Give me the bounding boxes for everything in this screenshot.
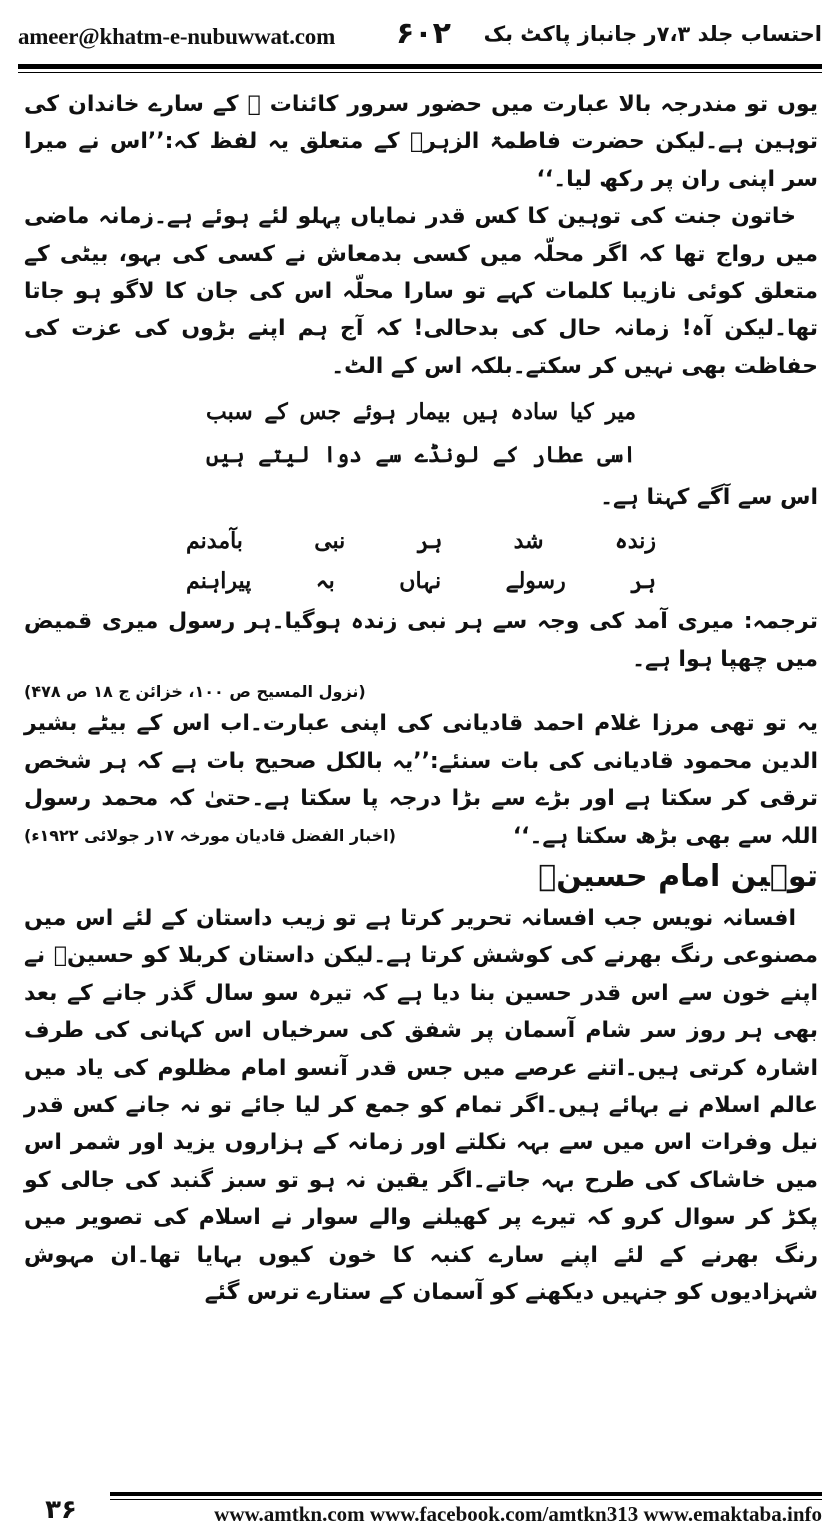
persian-word: شد	[513, 528, 544, 555]
paragraph-1: یوں تو مندرجہ بالا عبارت میں حضور سرور کائنات ﷺ کے سارے خاندان کی توہین ہے۔لیکن حضرت فاطمۃ الزہرؓ کے متعلق یہ لفظ کہ:’’اس نے میرا سر اپنی ران پر رکھ لیا۔‘‘	[24, 92, 818, 192]
header-email: ameer@khatm-e-nubuwwat.com	[18, 24, 336, 49]
page-footer	[18, 1492, 822, 1530]
persian-verse-line-1	[186, 522, 656, 562]
persian-word: نبی	[314, 528, 346, 555]
page-header	[18, 14, 822, 62]
persian-word: نہاں	[399, 567, 442, 594]
header-rule	[18, 64, 822, 69]
persian-word: پیراہنم	[186, 567, 252, 594]
header-book-title: احتساب جلد ۷،۳ر جانباز پاکٹ بک	[483, 22, 822, 46]
paragraph-4: افسانہ نویس جب افسانہ تحریر کرتا ہے تو زیب داستان کے لئے اس میں مصنوعی رنگ بھرنے کی کوشش کرتا ہے۔لیکن داستان کربلا کو حسینؓ نے اپنے خون سے اس قدر حسین بنا دیا ہے کہ تیرہ سو سال گذر جانے کے بعد بھی ہر روز سر شام آسمان پر شفق کی سرخیاں اس کہانی کی طرف اشارہ کرتی ہیں۔اتنے عرصے میں جس قدر آنسو امام مظلوم کی یاد میں عالم اسلام نے بہائے ہیں۔اگر تمام کو جمع کر لیا جائے تو نہ جانے کس قدر نیل وفرات اس میں سے بہہ نکلتے اور زمانہ کے ہزاروں یزید اور شمر اس میں خاشاک کی طرح بہہ جاتے۔اگر یقین نہ ہو تو سبز گنبد کی جالی کو پکڑ کر سوال کرو کہ تیرے پر کھیلنے والے سوار نے اسلام کی تصویر میں رنگ بھرنے کے لئے اپنے سارے کنبہ کا خون کیوں بہایا تھا۔ان مہوش شہزادیوں کو جنہیں دیکھنے کو آسمان کے ستارے ترس گئے	[24, 906, 818, 1305]
lead-in: اس سے آگے کہتا ہے۔	[600, 484, 818, 510]
page-body	[24, 86, 818, 1311]
header-rule-thin	[18, 72, 822, 73]
reference-1: (نزول المسیح ص ۱۰۰، خزائن ج ۱۸ ص ۴۷۸)	[24, 682, 366, 702]
paragraph-3-text: یہ تو تھی مرزا غلام احمد قادیانی کی اپنی عبارت۔اب اس کے بیٹے بشیر الدین محمود قادیانی کی بات سنئے:’’یہ بالکل صحیح بات ہے کہ ہر شخص ترقی کر سکتا ہے اور بڑے سے بڑا درجہ پا سکتا ہے۔حتیٰ کہ محمد رسول اللہ سے بھی بڑھ سکتا ہے۔‘‘	[24, 711, 818, 849]
header-page-number: ۶۰۲	[396, 16, 451, 51]
translation: ترجمہ: میری آمد کی وجہ سے ہر نبی زندہ ہوگیا۔ہر رسول میری قمیض میں چھپا ہوا ہے۔	[24, 609, 818, 672]
paragraph-3	[24, 705, 818, 855]
persian-word: بہ	[315, 567, 335, 594]
footer-page-number: ۳۶	[45, 1495, 77, 1525]
footer-rule-thin	[110, 1499, 822, 1500]
persian-verse-line-2	[186, 562, 656, 602]
persian-word: بآمدنم	[186, 528, 243, 555]
persian-word: رسولے	[505, 567, 566, 594]
urdu-verse	[206, 391, 636, 477]
persian-word: ہر	[416, 528, 443, 555]
verse-line-1: میر کیا سادہ ہیں بیمار ہوئے جس کے سبب	[206, 399, 636, 426]
persian-word: زندہ	[614, 528, 656, 555]
footer-rule	[110, 1492, 822, 1496]
verse-line-2: اسی عطار کے لونڈے سے دوا لیتے ہیں	[206, 442, 636, 469]
paragraph-2: خاتون جنت کی توہین کا کس قدر نمایاں پہلو لئے ہوئے ہے۔زمانہ ماضی میں رواج تھا کہ اگر محلّہ میں کسی بدمعاش نے کسی کی بہو، بیٹی کے متعلق کوئی نازیبا کلمات کہے تو سارا محلّہ اس کی جان کا لاگو ہو جاتا تھا۔لیکن آہ! زمانہ حال کی بدحالی! کہ آج ہم اپنے بڑوں کی عزت کی حفاظت بھی نہیں کر سکتے۔بلکہ اس کے الٹ۔	[24, 204, 818, 379]
persian-verse	[186, 522, 656, 601]
section-heading: توہین امام حسینؓ	[538, 859, 818, 895]
reference-2: (اخبار الفضل قادیان مورخہ ۱۷ر جولائی ۱۹۲۲ء)	[24, 825, 396, 845]
persian-word: ہر	[630, 567, 656, 594]
footer-links: www.amtkn.com www.facebook.com/amtkn313 www.emaktaba.info	[214, 1502, 822, 1526]
